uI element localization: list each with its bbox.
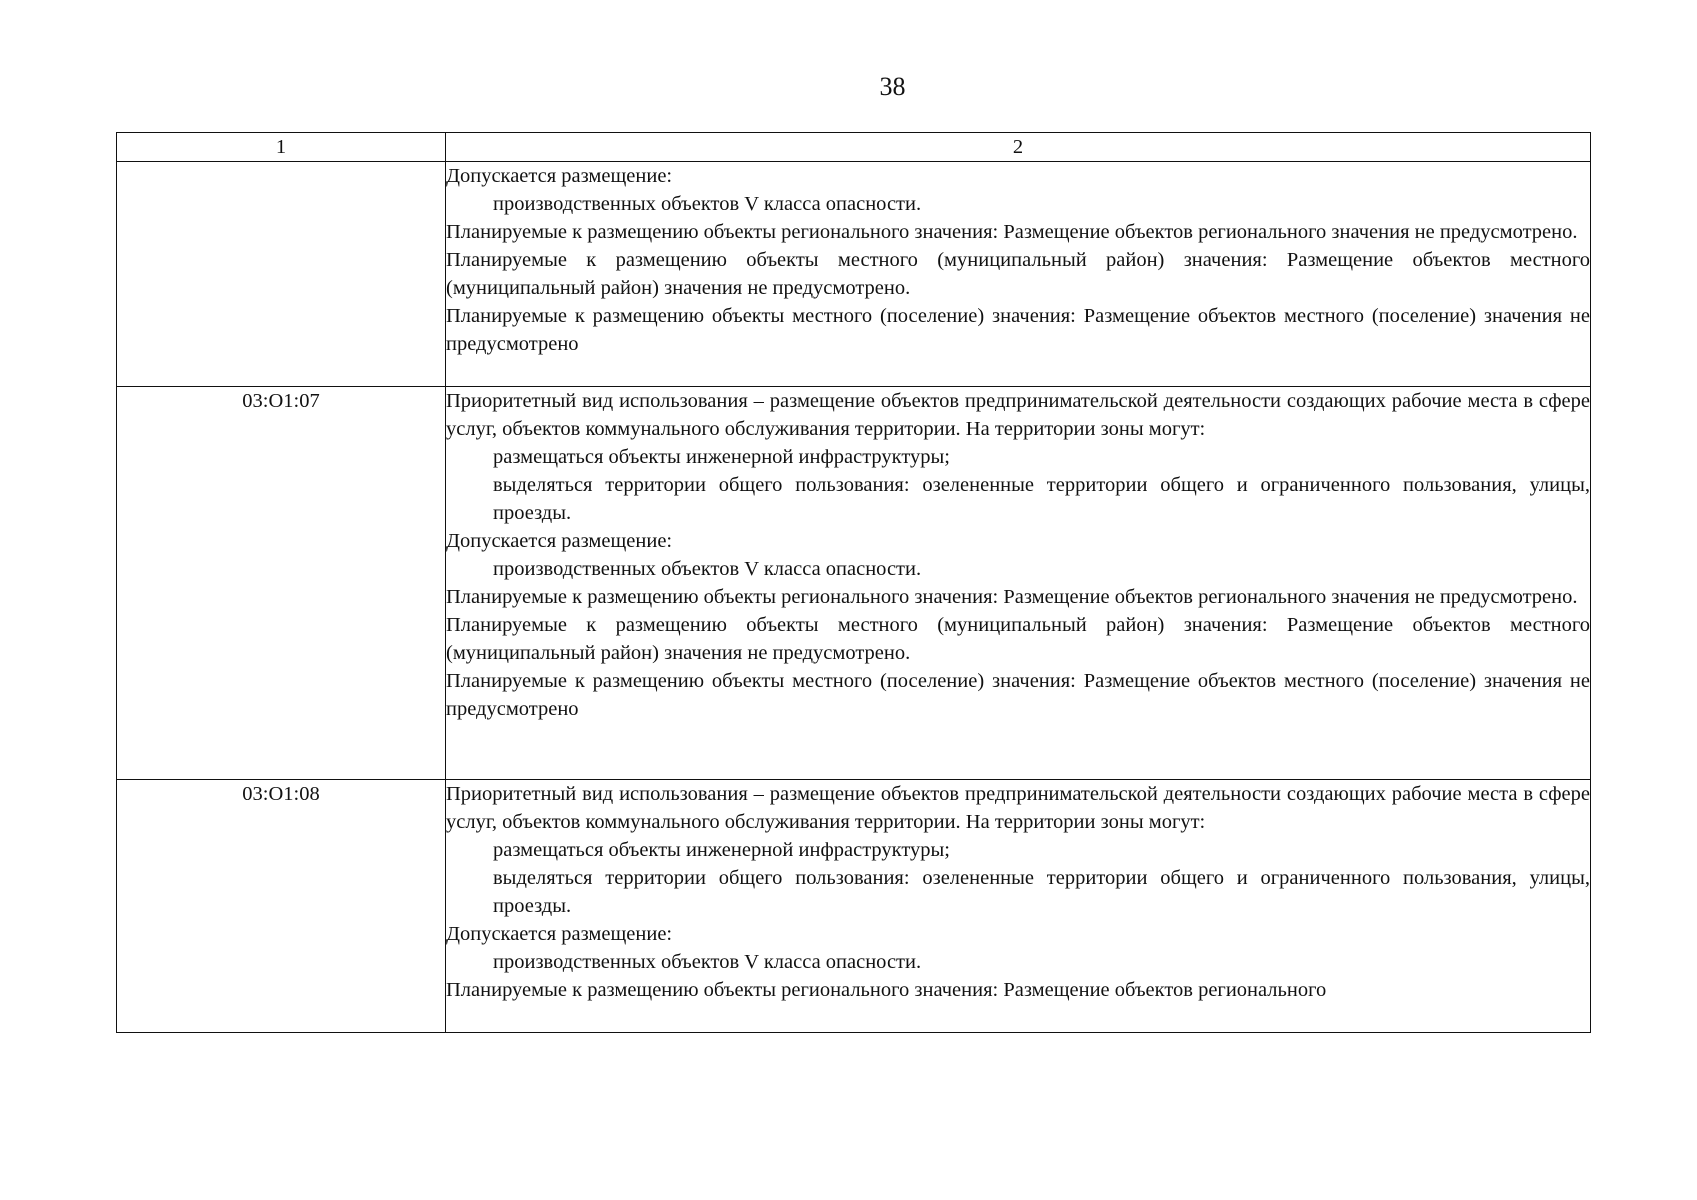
zoning-table xyxy=(116,132,1591,1033)
paragraph: Планируемые к размещению объекты регионального значения: Размещение объектов регионального xyxy=(446,979,1327,1001)
paragraph: Приоритетный вид использования – размещение объектов предпринимательской деятельности создающих рабочие места в сфере услуг, объектов коммунального обслуживания территории. На территории зоны могут: xyxy=(446,783,1590,833)
paragraph: Приоритетный вид использования – размещение объектов предпринимательской деятельности создающих рабочие места в сфере услуг, объектов коммунального обслуживания территории. На территории зоны могут: xyxy=(446,390,1590,440)
paragraph: Допускается размещение: xyxy=(446,923,673,945)
zone-code-cell: 03:О1:07 xyxy=(117,387,446,780)
paragraph: Планируемые к размещению объекты регионального значения: Размещение объектов регионального значения не предусмотрено. xyxy=(446,221,1578,243)
zone-code-cell: 03:О1:08 xyxy=(117,780,446,1033)
paragraph: Планируемые к размещению объекты местного (поселение) значения: Размещение объектов местного (поселение) значения не предусмотрено xyxy=(446,670,1590,720)
table-row xyxy=(117,387,1591,780)
paragraph: выделяться территории общего пользования: озелененные территории общего и ограниченного пользования, улицы, проезды. xyxy=(493,474,1590,524)
paragraph: Планируемые к размещению объекты местного (поселение) значения: Размещение объектов местного (поселение) значения не предусмотрено xyxy=(446,305,1590,355)
paragraph: производственных объектов V класса опасности. xyxy=(493,193,922,215)
zone-code-cell xyxy=(117,162,446,387)
paragraph: производственных объектов V класса опасности. xyxy=(493,558,922,580)
table-header-row xyxy=(117,133,1591,162)
zone-description-cell xyxy=(446,162,1591,387)
paragraph: Допускается размещение: xyxy=(446,530,673,552)
paragraph: Допускается размещение: xyxy=(446,165,673,187)
column-header-2: 2 xyxy=(446,133,1591,162)
zone-description-cell xyxy=(446,387,1591,780)
page-number: 38 xyxy=(879,72,906,101)
zone-description-cell xyxy=(446,780,1591,1033)
paragraph: Планируемые к размещению объекты местного (муниципальный район) значения: Размещение объектов местного (муниципальный район) значения не предусмотрено. xyxy=(446,614,1590,664)
paragraph: производственных объектов V класса опасности. xyxy=(493,951,922,973)
column-header-1: 1 xyxy=(117,133,446,162)
table-row xyxy=(117,162,1591,387)
paragraph: Планируемые к размещению объекты регионального значения: Размещение объектов регионального значения не предусмотрено. xyxy=(446,586,1578,608)
table-row xyxy=(117,780,1591,1033)
paragraph: выделяться территории общего пользования: озелененные территории общего и ограниченного пользования, улицы, проезды. xyxy=(493,867,1590,917)
paragraph: Планируемые к размещению объекты местного (муниципальный район) значения: Размещение объектов местного (муниципальный район) значения не предусмотрено. xyxy=(446,249,1590,299)
paragraph: размещаться объекты инженерной инфраструктуры; xyxy=(493,839,950,861)
paragraph: размещаться объекты инженерной инфраструктуры; xyxy=(493,446,950,468)
